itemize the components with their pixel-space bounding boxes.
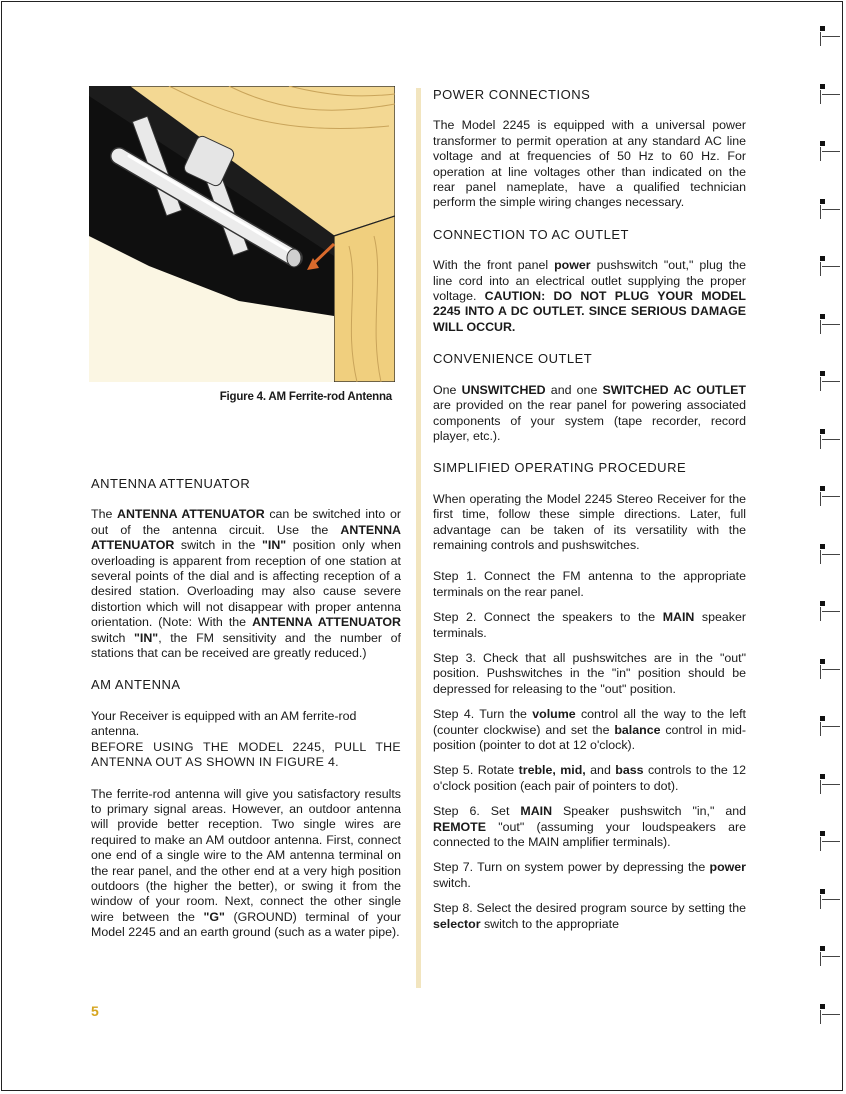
index-tab xyxy=(812,480,838,506)
ac-outlet-heading: CONNECTION TO AC OUTLET xyxy=(433,226,629,242)
text: With the front panel xyxy=(433,258,555,273)
bold-text: bass xyxy=(615,763,644,778)
text: speaker terminals. xyxy=(433,610,746,640)
convenience-outlet-paragraph xyxy=(433,383,746,445)
index-tab xyxy=(812,78,838,104)
bold-text: treble, mid, xyxy=(518,763,586,778)
index-tab xyxy=(812,883,838,909)
text: Step 8. Select the desired program source by setting the xyxy=(433,901,746,916)
figure-caption: Figure 4. AM Ferrite-rod Antenna xyxy=(219,391,392,403)
text: and one xyxy=(545,382,603,397)
bold-text: selector xyxy=(433,916,481,931)
bold-text: "IN" xyxy=(262,538,287,553)
text: Step 4. Turn the xyxy=(433,707,533,722)
index-tab xyxy=(812,135,838,161)
text: switch to the appropriate xyxy=(480,916,619,931)
am-antenna-paragraph-1: Your Receiver is equipped with an AM ferrite-rod antenna. xyxy=(91,708,357,739)
index-tab xyxy=(812,193,838,219)
am-antenna-instruction: BEFORE USING THE MODEL 2245, PULL THE ANTENNA OUT AS SHOWN IN FIGURE 4. xyxy=(91,739,401,770)
text: can be switched into or out of the antenna circuit. Use the xyxy=(91,507,401,537)
index-tab xyxy=(812,825,838,851)
text: control in mid-position (pointer to dot at 12 o'clock). xyxy=(433,722,746,752)
index-tab xyxy=(812,998,838,1024)
text: controls to the 12 o'clock position (each pair of pointers to dot). xyxy=(433,763,746,793)
procedure-step xyxy=(433,901,746,932)
text: Step 7. Turn on system power by depressing the xyxy=(433,860,710,875)
text: The ferrite-rod antenna will give you satisfactory results to primary signal areas. However, an outdoor antenna will provide better reception. Two single wires are required to make an AM outdoor antenna. First, connect one end of a single wire to the AM antenna terminal on the rear panel, and the other end at a very high position outdoors (the higher the better), or swing it from the window of your room. Next, connect the other single wire between the xyxy=(91,786,401,924)
text: position only when overloading is apparent from reception of one station at several points of the dial and is affecting reception of a desired station. Overloading may also cause severe distortion which will not disappear with proper antenna orientation. (Note: With the xyxy=(91,538,401,630)
column-divider xyxy=(416,88,421,988)
bold-text: power xyxy=(554,258,591,273)
text: (GROUND) terminal of your Model 2245 and an earth ground (such as a water pipe). xyxy=(91,909,401,940)
procedure-step xyxy=(433,763,746,794)
simplified-procedure-heading: SIMPLIFIED OPERATING PROCEDURE xyxy=(433,460,687,476)
index-tab xyxy=(812,710,838,736)
bold-text: CAUTION: DO NOT PLUG YOUR MODEL 2245 INTO A DC OUTLET. SINCE SERIOUS DAMAGE WILL OCCUR. xyxy=(433,289,746,334)
text: are provided on the rear panel for powering associated components of your system (tape recorder, record player, etc.). xyxy=(433,398,746,443)
procedure-step xyxy=(433,651,746,697)
page-number: 5 xyxy=(91,1003,99,1019)
power-connections-paragraph: The Model 2245 is equipped with a universal power transformer to permit operation at any standard AC line voltage and at frequencies of 50 Hz to 60 Hz. For operation at line voltages other than indicated on the rear panel nameplate, have a qualified technician perform the simple wiring changes necessary. xyxy=(433,118,746,210)
text: switch in the xyxy=(174,538,262,553)
bold-text: "G" xyxy=(203,909,225,924)
antenna-attenuator-paragraph xyxy=(91,507,401,661)
bold-text: volume xyxy=(532,707,576,722)
index-tab xyxy=(812,595,838,621)
index-tab xyxy=(812,308,838,334)
procedure-step xyxy=(433,569,746,600)
text: Step 5. Rotate xyxy=(433,763,519,778)
procedure-step xyxy=(433,707,746,753)
procedure-steps xyxy=(433,569,746,932)
ac-outlet-paragraph xyxy=(433,258,746,335)
text: switch. xyxy=(433,875,471,890)
index-tab xyxy=(812,250,838,276)
index-tab xyxy=(812,20,838,46)
right-column xyxy=(433,87,746,932)
text: Step 2. Connect the speakers to the xyxy=(433,610,663,625)
bold-text: UNSWITCHED xyxy=(461,382,546,397)
bold-text: ANTENNA ATTENUATOR xyxy=(91,522,401,553)
text: pushswitch "out," plug the line cord into an electrical outlet supplying the proper voltage. xyxy=(433,258,746,304)
text: One xyxy=(433,382,462,397)
procedure-step xyxy=(433,860,746,891)
power-connections-heading: POWER CONNECTIONS xyxy=(433,87,591,102)
am-antenna-heading: AM ANTENNA xyxy=(91,677,181,693)
am-antenna-paragraph-2 xyxy=(91,787,401,941)
index-tab xyxy=(812,940,838,966)
text: Step 6. Set xyxy=(433,804,521,819)
text: control all the way to the left (counter clockwise) and set the xyxy=(433,707,746,737)
procedure-step xyxy=(433,804,746,850)
bold-text: power xyxy=(709,860,746,875)
bold-text: MAIN xyxy=(520,804,553,819)
text: Step 3. Check that all pushswitches are in the "out" position. Pushswitches in the "in" position should be depressed for releasing to the "out" position. xyxy=(433,650,746,696)
convenience-outlet-heading: CONVENIENCE OUTLET xyxy=(433,351,593,367)
bold-text: ANTENNA ATTENUATOR xyxy=(252,615,401,630)
left-column xyxy=(91,476,401,941)
index-tab xyxy=(812,423,838,449)
procedure-step xyxy=(433,610,746,641)
text: "out" (assuming your loudspeakers are connected to the MAIN amplifier terminals). xyxy=(433,819,746,850)
bold-text: "IN" xyxy=(134,630,159,645)
text: Speaker pushswitch "in," and xyxy=(552,804,747,819)
ferrite-rod-antenna-illustration xyxy=(89,86,395,382)
index-tab xyxy=(812,365,838,391)
bold-text: balance xyxy=(614,722,661,737)
bold-text: REMOTE xyxy=(433,819,487,834)
text: , the FM sensitivity and the number of stations that can be received are greatly reduced.) xyxy=(91,630,401,661)
index-tab xyxy=(812,653,838,679)
index-tab xyxy=(812,768,838,794)
bold-text: MAIN xyxy=(662,610,695,625)
text: and xyxy=(585,763,616,778)
text: The xyxy=(91,507,118,522)
text: Step 1. Connect the FM antenna to the appropriate terminals on the rear panel. xyxy=(433,569,746,599)
bold-text: SWITCHED AC OUTLET xyxy=(602,382,746,397)
simplified-procedure-paragraph: When operating the Model 2245 Stereo Receiver for the first time, follow these simple directions. Later, full advantage can be taken of its versatility with the remaining controls and pushswitches. xyxy=(433,491,746,552)
index-tabs xyxy=(812,20,842,1080)
index-tab xyxy=(812,538,838,564)
antenna-attenuator-heading: ANTENNA ATTENUATOR xyxy=(91,476,251,491)
text: switch xyxy=(91,630,135,645)
bold-text: ANTENNA ATTENUATOR xyxy=(117,507,265,522)
